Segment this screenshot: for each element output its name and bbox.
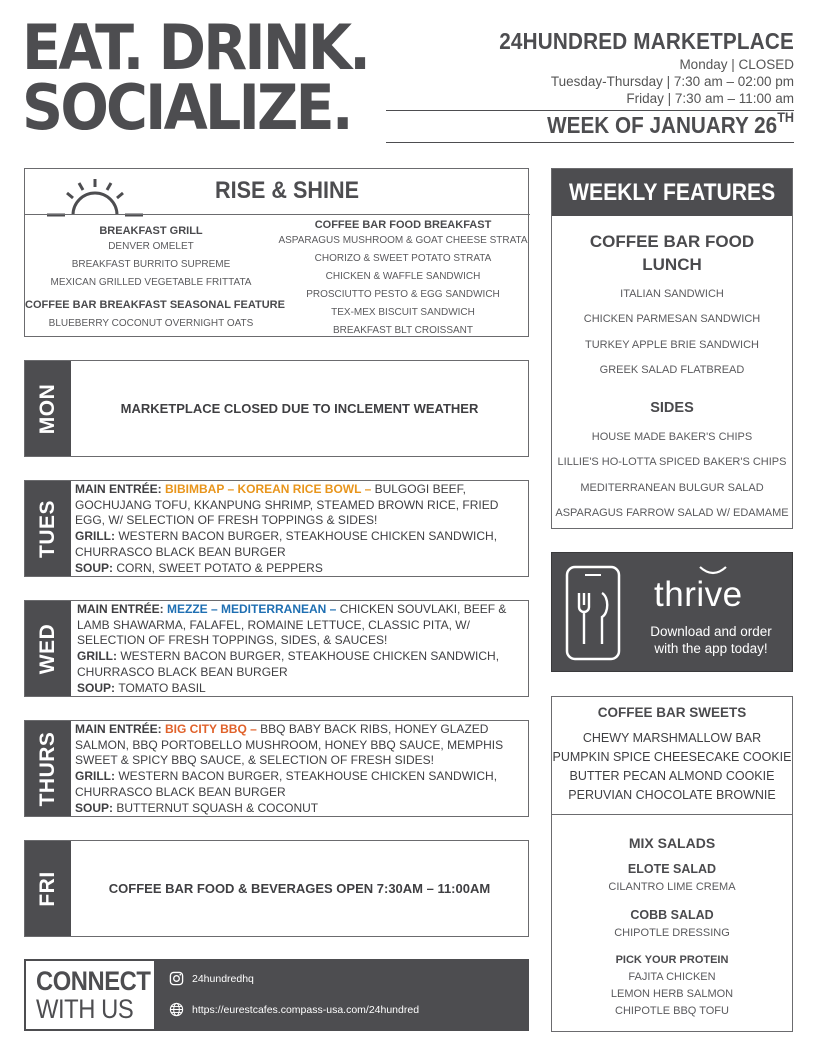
thrive-logo-text: thrive xyxy=(654,575,743,614)
lunch-title xyxy=(552,230,792,276)
header-divider-bottom xyxy=(386,142,794,143)
marketplace-name: 24HUNDRED MARKETPLACE xyxy=(499,28,794,54)
side-item: MEDITERRANEAN BULGUR SALAD xyxy=(580,481,764,494)
coffee-bar-breakfast-column xyxy=(277,218,529,340)
sweets-title: COFFEE BAR SWEETS xyxy=(597,705,747,720)
sweets-divider xyxy=(552,814,792,815)
breakfast-grill-item: MEXICAN GRILLED VEGETABLE FRITTATA xyxy=(50,277,252,288)
sun-icon xyxy=(45,177,145,217)
day-tuesday xyxy=(24,480,529,577)
sweet-item: PERUVIAN CHOCOLATE BROWNIE xyxy=(568,788,776,802)
thrive-tagline-line1: Download and order xyxy=(650,624,772,639)
grill-label: GRILL: xyxy=(77,649,121,664)
globe-icon xyxy=(169,1002,184,1017)
lunch-list xyxy=(552,282,792,383)
day-thursday xyxy=(24,720,529,817)
wednesday-menu xyxy=(77,602,522,696)
sweets-salads-section xyxy=(551,696,793,1032)
soup-label: SOUP: xyxy=(75,560,117,575)
soup-text: BUTTERNUT SQUASH & COCONUT xyxy=(116,800,319,815)
thrive-tagline-line2: with the app today! xyxy=(654,641,768,656)
protein-item: CHIPOTLE BBQ TOFU xyxy=(615,1005,729,1017)
rise-shine-divider xyxy=(25,214,530,215)
salad-dressing: CILANTRO LIME CREMA xyxy=(608,881,736,893)
week-of-title xyxy=(427,109,794,139)
hours-tue-thu: Tuesday-Thursday | 7:30 am – 02:00 pm xyxy=(550,74,794,89)
day-label: FRI xyxy=(36,870,59,907)
grill-label: GRILL: xyxy=(75,529,119,544)
sweet-item: BUTTER PECAN ALMOND COOKIE xyxy=(569,769,775,783)
day-monday xyxy=(24,360,529,457)
salad-dressing: CHIPOTLE DRESSING xyxy=(614,927,730,939)
coffee-bar-item: ASPARAGUS MUSHROOM & GOAT CHEESE STRATA xyxy=(278,235,528,246)
instagram-handle: 24hundredhq xyxy=(192,972,254,985)
lunch-item: GREEK SALAD FLATBREAD xyxy=(599,363,745,376)
instagram-icon xyxy=(169,971,184,986)
connect-section xyxy=(24,959,529,1031)
week-of-text: WEEK OF JANUARY 26 xyxy=(547,112,778,138)
friday-notice: COFFEE BAR FOOD & BEVERAGES OPEN 7:30AM – 11:00AM xyxy=(108,881,491,896)
protein-item: FAJITA CHICKEN xyxy=(628,971,716,983)
thursday-menu xyxy=(75,722,522,816)
day-label: TUES xyxy=(36,499,59,558)
coffee-bar-breakfast-title: COFFEE BAR FOOD BREAKFAST xyxy=(314,219,492,231)
day-label: THURS xyxy=(36,731,59,806)
hours-monday: Monday | CLOSED xyxy=(679,57,794,72)
breakfast-grill-item: BREAKFAST BURRITO SUPREME xyxy=(71,259,231,270)
coffee-bar-item: CHICKEN & WAFFLE SANDWICH xyxy=(325,271,481,282)
main-entree-text: BBQ BABY BACK RIBS, HONEY GLAZED SALMON, BBQ PORTOBELLO MUSHROOM, HONEY BBQ SAUCE, MEMPHIS SWEET & SPICY BBQ SAUCE, & SELECTION OF FRESH SIDES! xyxy=(75,722,504,768)
coffee-bar-item: BREAKFAST BLT CROISSANT xyxy=(332,325,474,336)
lunch-item: TURKEY APPLE BRIE SANDWICH xyxy=(584,338,759,351)
weekly-features-section xyxy=(551,168,793,529)
breakfast-grill-column xyxy=(25,224,285,333)
soup-text: TOMATO BASIL xyxy=(118,680,206,695)
side-item: HOUSE MADE BAKER'S CHIPS xyxy=(591,431,753,443)
main-entree-text: BULGOGI BEEF, GOCHUJANG TOFU, KKANPUNG SHRIMP, STEAMED BROWN RICE, FRIED EGG, W/ SELECTION OF FRESH TOPPINGS & SIDES! xyxy=(75,482,499,528)
main-entree-highlight: BIBIMBAP – KOREAN RICE BOWL – xyxy=(165,482,375,496)
phone-utensils-icon xyxy=(565,565,621,661)
day-label-bar xyxy=(25,721,71,816)
grill-text: WESTERN BACON BURGER, STEAKHOUSE CHICKEN SANDWICH, CHURRASCO BLACK BEAN BURGER xyxy=(75,769,498,799)
soup-label: SOUP: xyxy=(77,680,119,695)
day-friday xyxy=(24,840,529,937)
main-entree-label: MAIN ENTRÉE: xyxy=(75,482,165,496)
week-of-suffix: TH xyxy=(777,109,794,125)
main-entree-label: MAIN ENTRÉE: xyxy=(77,602,167,616)
lunch-item: ITALIAN SANDWICH xyxy=(620,288,724,300)
sides-title: SIDES xyxy=(650,400,694,416)
coffee-bar-item: PROSCIUTTO PESTO & EGG SANDWICH xyxy=(306,289,500,300)
thrive-tagline xyxy=(636,623,786,657)
hours-friday: Friday | 7:30 am – 11:00 am xyxy=(626,91,794,106)
day-label-bar xyxy=(25,481,71,576)
thrive-app-promo[interactable] xyxy=(551,552,793,672)
side-item: LILLIE'S HO-LOTTA SPICED BAKER'S CHIPS xyxy=(557,456,787,469)
connect-title-line1: CONNECT xyxy=(36,966,151,996)
grill-text: WESTERN BACON BURGER, STEAKHOUSE CHICKEN SANDWICH, CHURRASCO BLACK BEAN BURGER xyxy=(77,649,500,679)
monday-notice: MARKETPLACE CLOSED DUE TO INCLEMENT WEATHER xyxy=(120,401,479,416)
coffee-bar-item: TEX-MEX BISCUIT SANDWICH xyxy=(331,307,475,318)
main-entree-highlight: MEZZE – MEDITERRANEAN – xyxy=(167,602,340,616)
weekly-features-title: WEEKLY FEATURES xyxy=(568,178,776,206)
lunch-title-line2: LUNCH xyxy=(642,255,702,274)
breakfast-grill-title: BREAKFAST GRILL xyxy=(99,225,203,237)
sweets-list xyxy=(552,729,792,805)
connect-title-box xyxy=(26,961,154,1029)
salad-name: COBB SALAD xyxy=(630,908,714,922)
rise-shine-title: RISE & SHINE xyxy=(215,177,360,204)
soup-label: SOUP: xyxy=(75,800,117,815)
connect-title-line2: WITH US xyxy=(36,994,134,1024)
protein-item: LEMON HERB SALMON xyxy=(610,988,734,1000)
website-url: https://eurestcafes.compass-usa.com/24hundred xyxy=(192,1003,420,1016)
day-label-bar xyxy=(25,601,71,696)
coffee-bar-item: CHORIZO & SWEET POTATO STRATA xyxy=(314,253,492,264)
instagram-link[interactable] xyxy=(169,971,254,986)
main-entree-text: CHICKEN SOUVLAKI, BEEF & LAMB SHAWARMA, FALAFEL, ROMAINE LETTUCE, CLASSIC PITA, W/ SELECTION OF FRESH TOPPINGS, SIDES, & SAUCES! xyxy=(77,602,507,648)
seasonal-feature-title: COFFEE BAR BREAKFAST SEASONAL FEATURE xyxy=(25,299,285,311)
header-divider-top xyxy=(386,110,794,111)
header-info xyxy=(386,26,794,107)
soup-text: CORN, SWEET POTATO & PEPPERS xyxy=(116,560,323,575)
sides-list xyxy=(552,425,792,526)
slogan-line-2: SOCIALIZE. xyxy=(22,71,351,144)
sweet-item: CHEWY MARSHMALLOW BAR xyxy=(582,731,762,745)
lunch-item: CHICKEN PARMESAN SANDWICH xyxy=(583,313,761,326)
grill-text: WESTERN BACON BURGER, STEAKHOUSE CHICKEN SANDWICH, CHURRASCO BLACK BEAN BURGER xyxy=(75,529,498,559)
website-link[interactable] xyxy=(169,1002,419,1017)
day-label-bar xyxy=(25,361,71,456)
day-label: WED xyxy=(36,623,59,674)
protein-list xyxy=(552,969,792,1020)
grill-label: GRILL: xyxy=(75,769,119,784)
tuesday-menu xyxy=(75,482,522,576)
breakfast-grill-item: DENVER OMELET xyxy=(108,241,194,252)
rise-shine-section xyxy=(24,168,529,337)
slogan xyxy=(22,11,369,144)
mix-salads-title: MIX SALADS xyxy=(628,835,716,851)
main-entree-label: MAIN ENTRÉE: xyxy=(75,722,165,736)
main-entree-highlight: BIG CITY BBQ – xyxy=(165,722,261,736)
protein-title: PICK YOUR PROTEIN xyxy=(615,954,729,966)
day-wednesday xyxy=(24,600,529,697)
day-label-bar xyxy=(25,841,71,936)
weekly-features-header xyxy=(552,169,792,216)
slogan-line-1: EAT. DRINK. xyxy=(22,11,369,84)
seasonal-feature-item: BLUEBERRY COCONUT OVERNIGHT OATS xyxy=(48,318,254,329)
sweet-item: PUMPKIN SPICE CHEESECAKE COOKIE xyxy=(552,750,792,764)
lunch-title-line1: COFFEE BAR FOOD xyxy=(589,232,755,251)
day-label: MON xyxy=(36,383,59,434)
side-item: ASPARAGUS FARROW SALAD W/ EDAMAME xyxy=(555,506,789,519)
salad-name: ELOTE SALAD xyxy=(627,862,717,876)
